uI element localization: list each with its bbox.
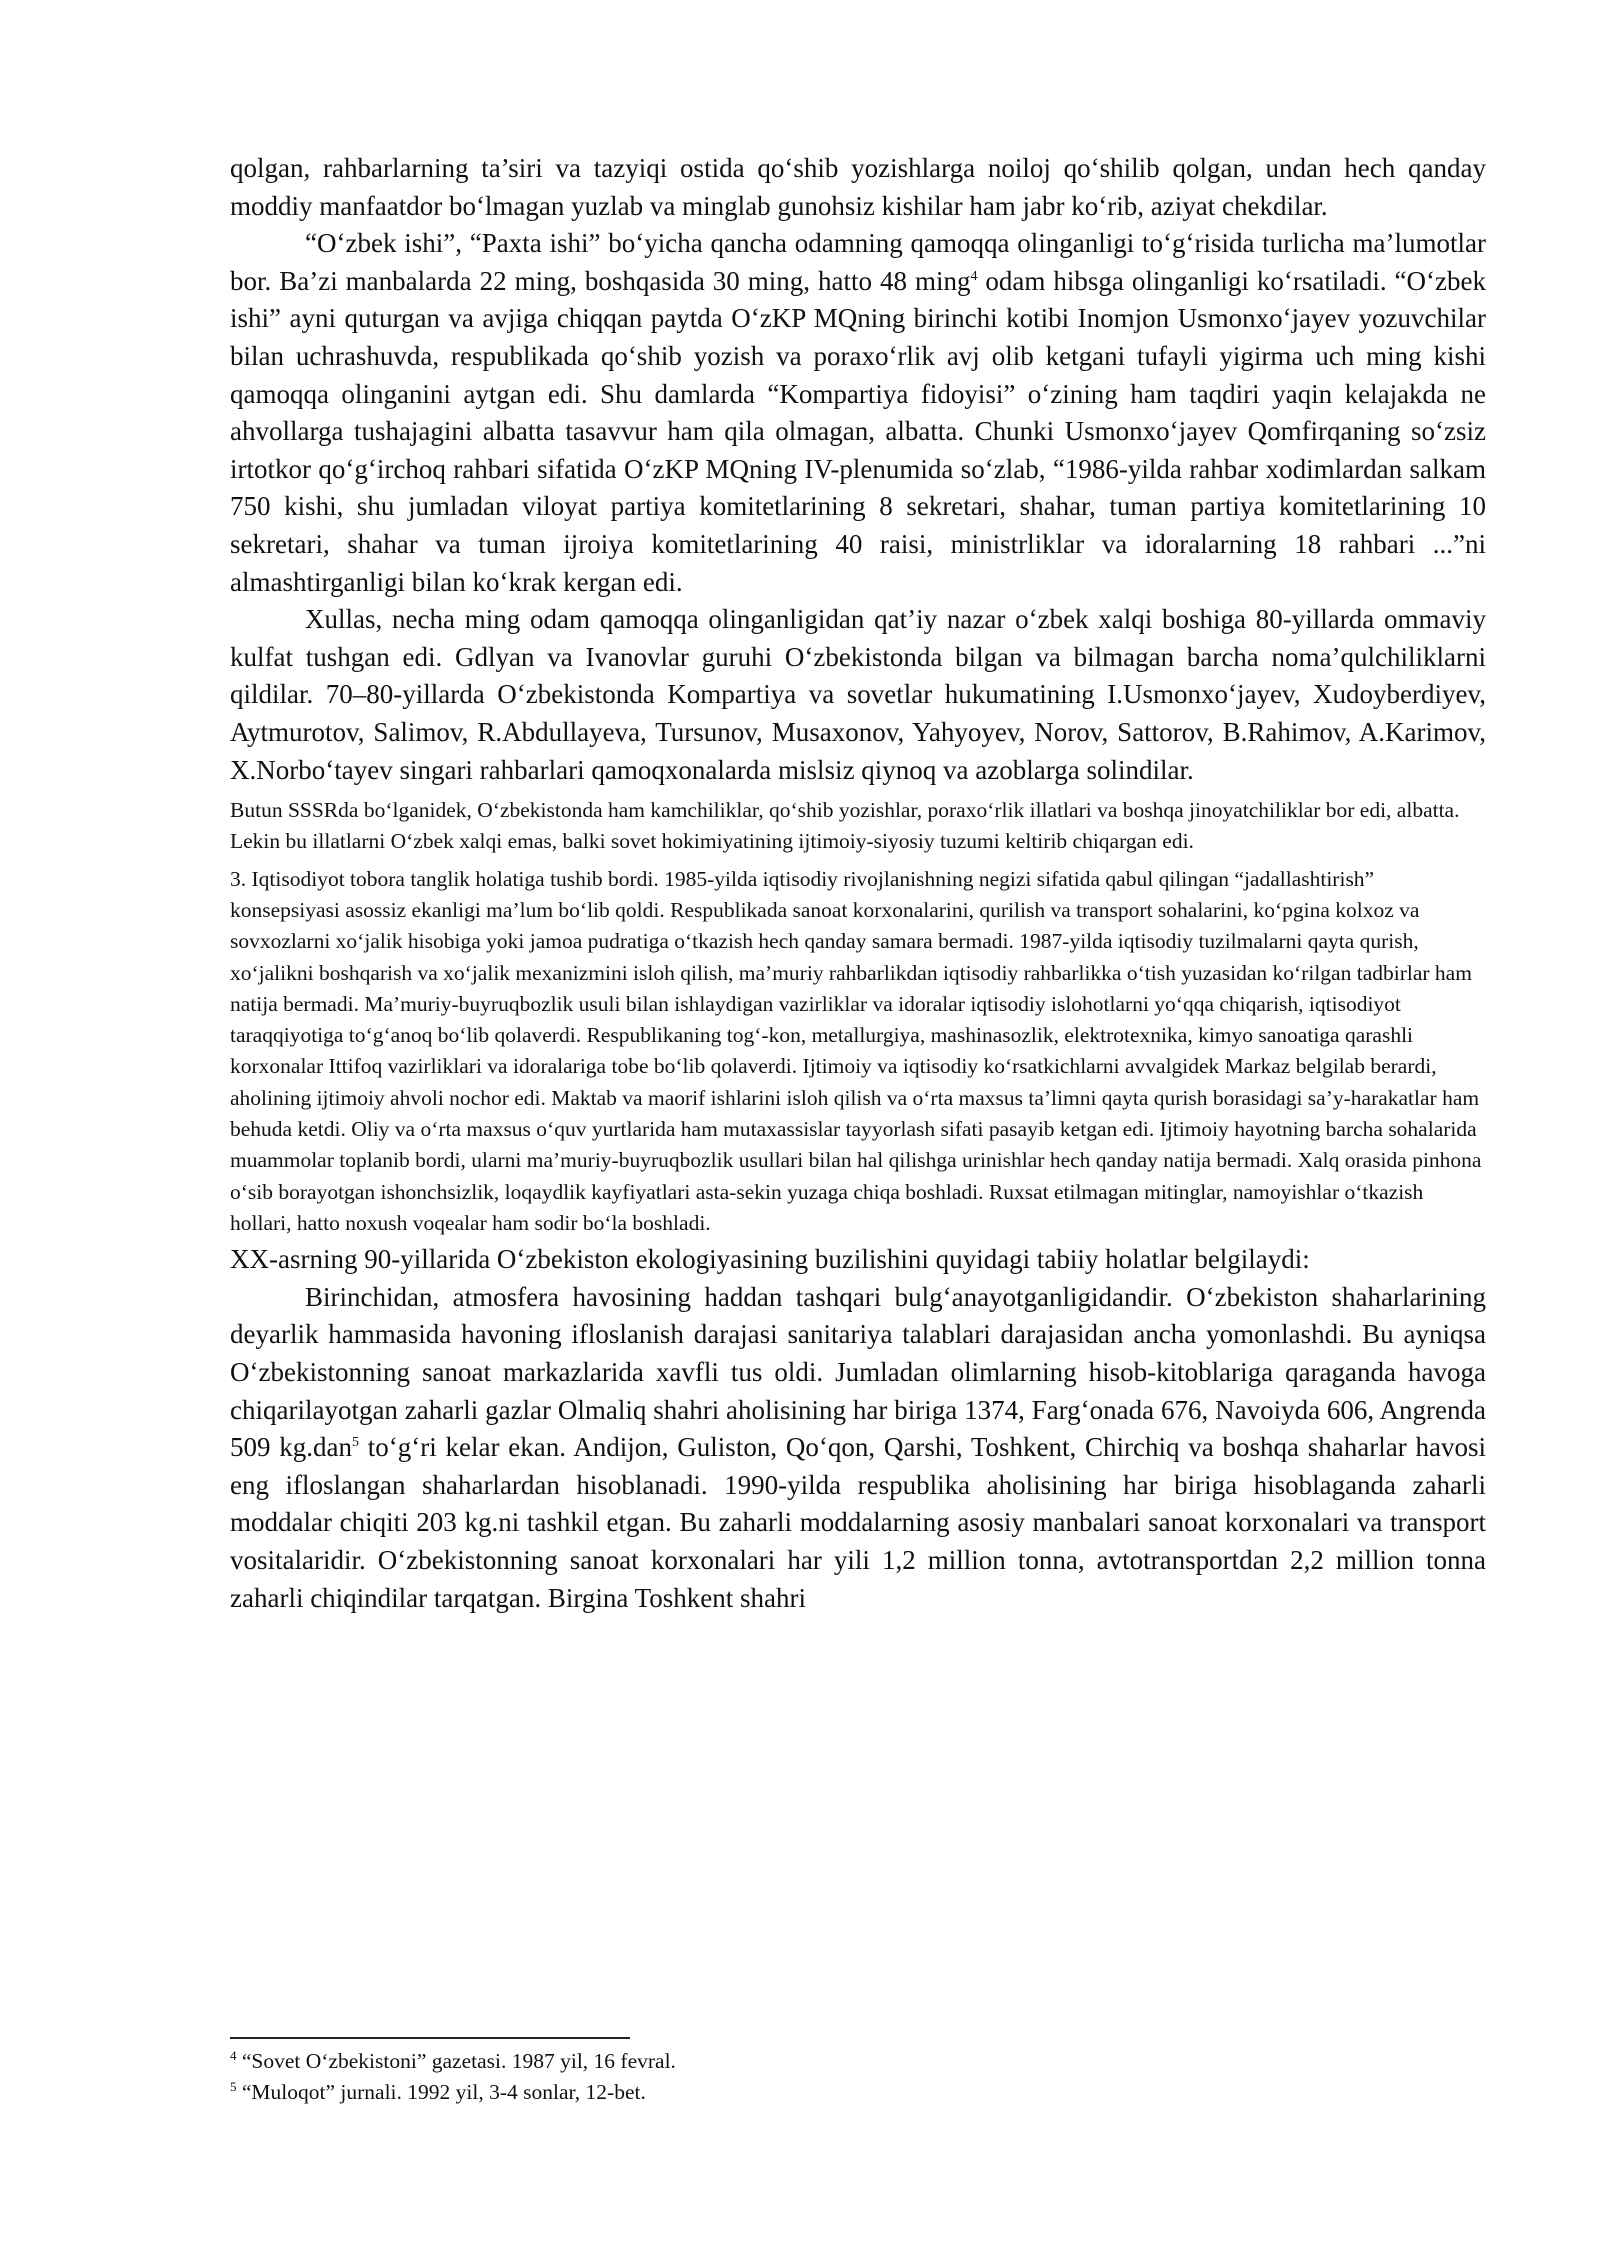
footnote-reference-5: 5 <box>352 1435 360 1451</box>
footnotes <box>230 2046 1486 2108</box>
paragraph-uzbek-case <box>230 225 1486 601</box>
paragraph-continuation: qolgan, rahbarlarning ta’siri va tazyiqi ostida qo‘shib yozishlarga noiloj qo‘shilib qolgan, undan hech qanday moddiy manfaatdor bo‘lmagan yuzlab va minglab gunohsiz kishilar ham jabr ko‘rib, aziyat chekdilar. <box>230 153 1486 221</box>
footnote-text: “Sovet O‘zbekistoni” gazetasi. 1987 yil, 16 fevral. <box>236 2049 676 2073</box>
footnote-5 <box>230 2077 1486 2108</box>
paragraph-repressions: Xullas, necha ming odam qamoqqa olinganligidan qat’iy nazar o‘zbek xalqi boshiga 80-yillarda ommaviy kulfat tushgan edi. Gdlyan va Ivanovlar guruhi O‘zbekistonda bilgan va bilmagan barcha noma’qulchiliklarni qildilar. 70–80-yillarda O‘zbekistonda Kompartiya va sovetlar hukumatining I.Usmonxo‘jayev, Xudoyberdiyev, Aytmurotov, Salimov, R.Abdullayeva, Tursunov, Musaxonov, Yahyoyev, Norov, Sattorov, B.Rahimov, A.Karimov, X.Norbo‘tayev singari rahbarlari qamoqxonalarda mislsiz qiynoq va azoblarga solindilar. <box>230 604 1486 785</box>
paragraph-small-economy: 3. Iqtisodiyot tobora tanglik holatiga tushib bordi. 1985-yilda iqtisodiy rivojlanishning negizi sifatida qabul qilingan “jadallashtirish” konsepsiyasi asossiz ekanligi ma’lum bo‘lib qoldi. Respublikada sanoat korxonalarini, qurilish va transport sohalarini, ko‘pgina kolxoz va sovxozlarni xo‘jalik hisobiga yoki jamoa pudratiga o‘tkazish hech qanday samara bermadi. 1987-yilda iqtisodiy tuzilmalarni qayta qurish, xo‘jalikni boshqarish va xo‘jalik mexanizmini isloh qilish, ma’muriy rahbarlikdan iqtisodiy rahbarlikka o‘tish yuzasidan ko‘rilgan tadbirlar ham natija bermadi. Ma’muriy-buyruqbozlik usuli bilan ishlaydigan vazirliklar va idoralar iqtisodiy islohotlarni yo‘qqa chiqarish, iqtisodiyot taraqqiyotiga to‘g‘anoq bo‘lib qolaverdi. Respublikaning tog‘-kon, metallurgiya, mashinasozlik, elektrotexnika, kimyo sanoatiga qarashli korxonalar Ittifoq vazirliklari va idoralariga tobe bo‘lib qolaverdi. Ijtimoiy va iqtisodiy ko‘rsatkichlarni avvalgidek Markaz belgilab berardi, aholining ijtimoiy ahvoli nochor edi. Maktab va maorif ishlarini isloh qilish va o‘rta maxsus ta’limni qayta qurish borasidagi sa’y-harakatlar ham behuda ketdi. Oliy va o‘rta maxsus o‘quv yurtlarida ham mutaxassislar tayyorlash sifati pasayib ketgan edi. Ijtimoiy hayotning barcha sohalarida muammolar toplanib bordi, ularni ma’muriy-buyruqbozlik usullari bilan hal qilishga urinishlar hech qanday natija bermadi. Xalq orasida pinhona o‘sib borayotgan ishonchsizlik, loqaydlik kayfiyatlari asta-sekin yuzaga chiqa boshladi. Ruxsat etilmagan mitinglar, namoyishlar o‘tkazish hollari, hatto noxush voqealar ham sodir bo‘la boshladi. <box>230 866 1482 1235</box>
page-body <box>230 150 1486 1617</box>
footnote-number: 5 <box>230 2078 237 2094</box>
paragraph-small-ussr: Butun SSSRda bo‘lganidek, O‘zbekistonda ham kamchiliklar, qo‘shib yozishlar, poraxo‘rlik illatlari va boshqa jinoyatchiliklar bor edi, albatta. Lekin bu illatlarni O‘zbek xalqi emas, balki sovet hokimiyatining ijtimoiy-siyosiy tuzumi keltirib chiqargan edi. <box>230 798 1460 854</box>
paragraph-text: Birinchidan, atmosfera havosining haddan tashqari bulg‘anayotganligidandir. O‘zbekiston shaharlarining deyarlik hammasida havoning ifloslanish darajasi sanitariya talablari darajasidan ancha yomonlashdi. Bu ayniqsa O‘zbekistonning sanoat markazlarida xavfli tus oldi. Jumladan olimlarning hisob-kitoblariga qaraganda havoga chiqarilayotgan zaharli gazlar Olmaliq shahri aholisining har biriga 1374, Farg‘onada 676, Navoiyda 606, Angrenda 509 kg.dan <box>230 1281 1486 1463</box>
footnote-divider <box>230 2037 630 2039</box>
paragraph-ecology-intro: XX-asrning 90-yillarida O‘zbekiston ekologiyasining buzilishini quyidagi tabiiy holatlar belgilaydi: <box>230 1244 1310 1275</box>
footnote-text: “Muloqot” jurnali. 1992 yil, 3-4 sonlar, 12-bet. <box>236 2080 646 2104</box>
footnote-reference-4: 4 <box>970 268 978 284</box>
paragraph-text: to‘g‘ri kelar ekan. Andijon, Guliston, Qo‘qon, Qarshi, Toshkent, Chirchiq va boshqa shaharlar havosi eng ifloslangan shaharlardan hisoblanadi. 1990-yilda respublika aholisining har biriga hisoblaganda zaharli moddalar chiqiti 203 kg.ni tashkil etgan. Bu zaharli moddalarning asosiy manbalari sanoat korxonalari va transport vositalaridir. O‘zbekistonning sanoat korxonalari har yili 1,2 million tonna, avtotransportdan 2,2 million tonna zaharli chiqindilar tarqatgan. Birgina Toshkent shahri <box>230 1432 1486 1613</box>
paragraph-text: “O‘zbek ishi”, “Paxta ishi” bo‘yicha qancha odamning qamoqqa olinganligi to‘g‘risida turlicha ma’lumotlar bor. Ba’zi manbalarda 22 ming, boshqasida 30 ming, hatto 48 ming <box>230 228 1486 296</box>
paragraph-text: odam hibsga olinganligi ko‘rsatiladi. “O‘zbek ishi” ayni quturgan va avjiga chiqqan paytda O‘zKP MQning birinchi kotibi Inomjon Usmonxo‘jayev yozuvchilar bilan uchrashuvda, respublikada qo‘shib yozish va poraxo‘rlik avj olib ketgani tufayli yigirma uch ming kishi qamoqqa olinganini aytgan edi. Shu damlarda “Kompartiya fidoyisi” o‘zining ham taqdiri yaqin kelajakda ne ahvollarga tushajagini albatta tasavvur ham qila olmagan, albatta. Chunki Usmonxo‘jayev Qomfirqaning so‘zsiz irtotkor qo‘g‘irchoq rahbari sifatida O‘zKP MQning IV-plenumida so‘zlab, “1986-yilda rahbar xodimlardan salkam 750 kishi, shu jumladan viloyat partiya komitetlarining 8 sekretari, shahar, tuman partiya komitetlarining 10 sekretari, shahar va tuman ijroiya komitetlarining 40 raisi, ministrliklar va idoralarning 18 rahbari ...”ni almashtirganligi bilan ko‘krak kergan edi. <box>230 265 1486 597</box>
footnote-4 <box>230 2046 1486 2077</box>
footnote-number: 4 <box>230 2047 237 2063</box>
paragraph-atmosphere <box>230 1279 1486 1617</box>
